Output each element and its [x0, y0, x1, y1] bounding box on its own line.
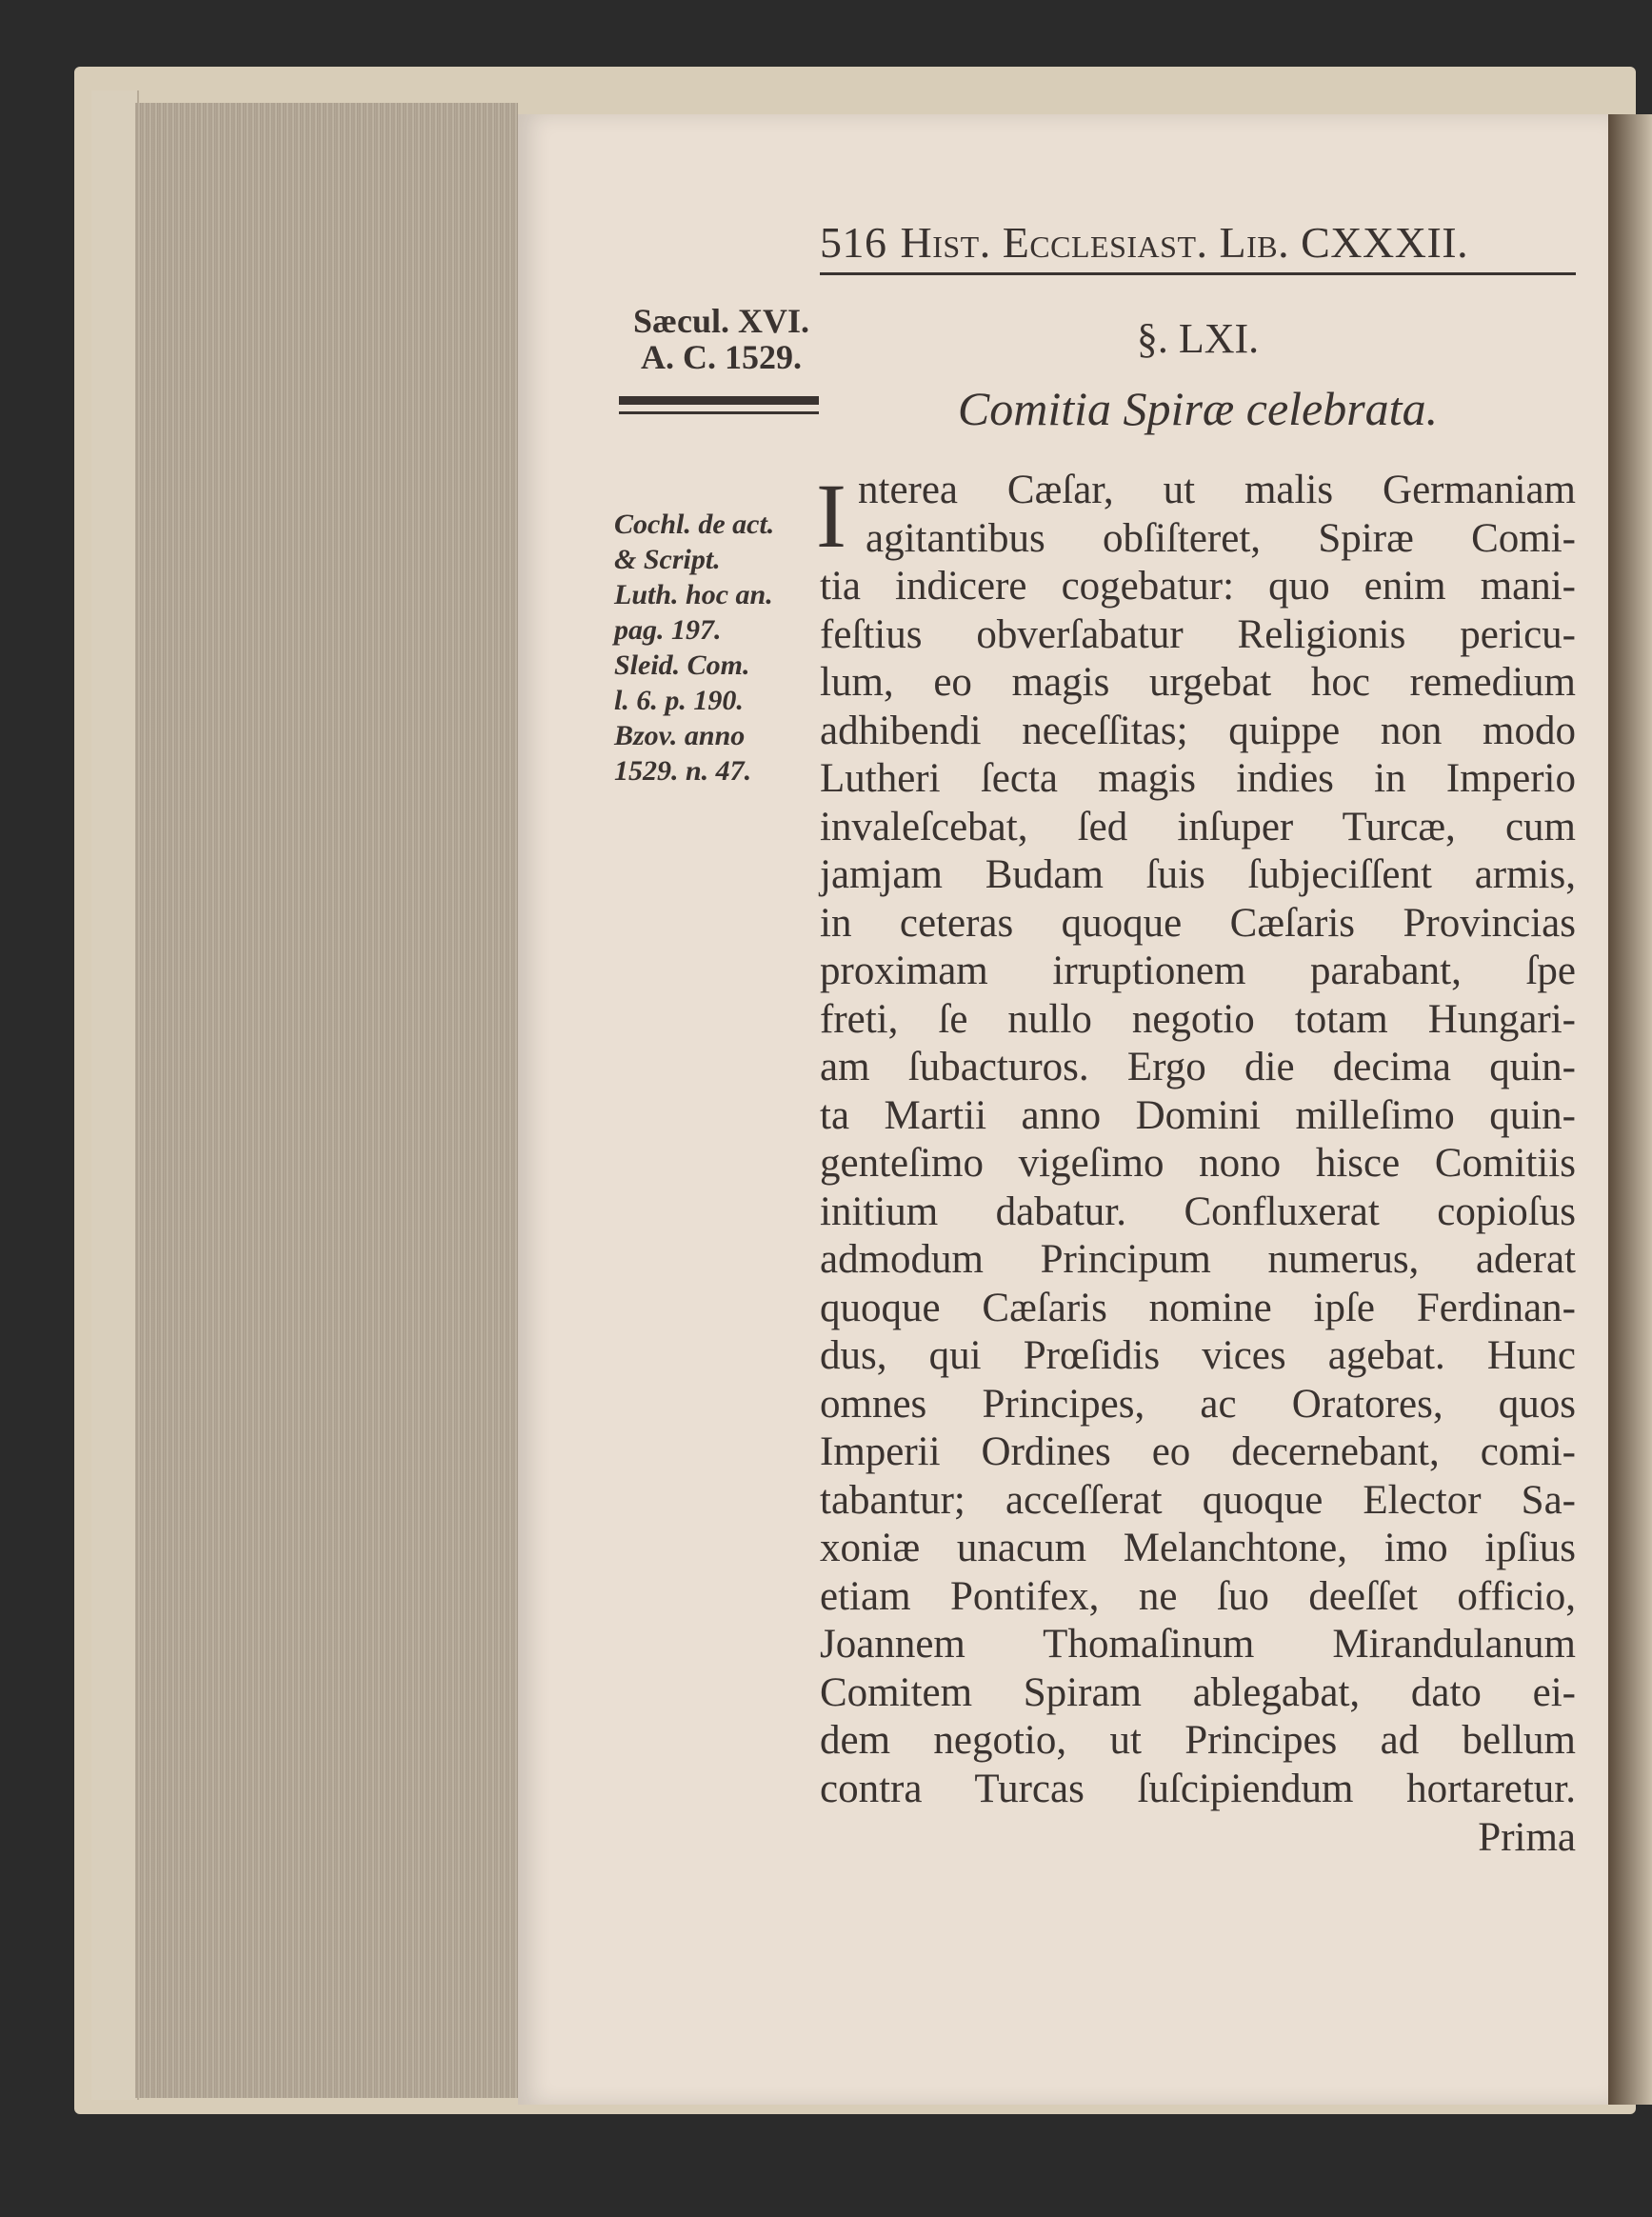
text-line: in ceteras quoque Cæſaris Provincias [820, 900, 1576, 946]
reference-line: Cochl. de act. [614, 509, 775, 540]
reference-line: & Script. [614, 544, 721, 575]
text-line: am ſubacturos. Ergo die decima quin- [820, 1045, 1576, 1089]
reference-line: Bzov. anno [614, 720, 746, 751]
reference-line: Sleid. Com. [614, 649, 750, 681]
margin-date [614, 303, 828, 375]
text-line: agitantibus obſiſteret, Spiræ Comi- [866, 515, 1576, 561]
running-header [820, 217, 1576, 268]
reference-line: l. 6. p. 190. [614, 685, 744, 716]
drop-cap: I [816, 465, 846, 567]
text-line: Joannem Thomaſinum Mirandulanum [820, 1622, 1576, 1667]
text-line: feſtius obverſabatur Religionis pericu- [820, 611, 1576, 657]
body-text [816, 465, 1576, 1813]
text-line: initium dabatur. Confluxerat copioſus [820, 1188, 1576, 1234]
text-line: ta Martii anno Domini milleſimo quin- [820, 1092, 1576, 1138]
header-rule [820, 272, 1576, 275]
text-line: jamjam Budam ſuis ſubjeciſſent armis, [820, 852, 1576, 897]
text-line: proximam irruptionem parabant, ſpe [820, 949, 1576, 993]
text-line: Imperii Ordines eo decernebant, comi- [820, 1429, 1576, 1474]
text-line: invaleſcebat, ſed inſuper Turcæ, cum [820, 804, 1576, 849]
text-line: quoque Cæſaris nomine ipſe Ferdinan- [820, 1285, 1576, 1330]
text-line: nterea Cæſar, ut malis Germaniam [858, 468, 1576, 512]
margin-rule-thin [619, 411, 819, 414]
text-line: xoniæ unacum Melanchtone, imo ipſius [820, 1526, 1576, 1570]
text-line: dus, qui Prœſidis vices agebat. Hunc [820, 1333, 1576, 1378]
text-line: genteſimo vigeſimo nono hisce Comitiis [820, 1141, 1576, 1186]
margin-references [614, 507, 828, 789]
reference-line: 1529. n. 47. [614, 755, 752, 787]
text-line: contra Turcas ſuſcipiendum hortaretur. [820, 1766, 1576, 1811]
text-line: Lutheri ſecta magis indies in Imperio [820, 756, 1576, 801]
facing-page-edge [1608, 114, 1652, 2105]
text-line: Comitem Spiram ablegabat, dato ei- [820, 1669, 1576, 1715]
catchword: Prima [1478, 1815, 1576, 1860]
book-spine-edge [91, 90, 139, 2100]
text-line: adhibendi neceſſitas; quippe non modo [820, 708, 1576, 753]
reference-line: pag. 197. [614, 614, 722, 646]
text-line: omnes Principes, ac Oratores, quos [820, 1381, 1576, 1427]
text-line: etiam Pontifex, ne ſuo deeſſet officio, [820, 1573, 1576, 1619]
section-title: Comitia Spiræ celebrata. [957, 382, 1439, 435]
text-line: dem negotio, ut Principes ad bellum [820, 1718, 1576, 1763]
text-line: admodum Principum numerus, aderat [820, 1237, 1576, 1282]
section-number: §. LXI. [1136, 315, 1260, 362]
page-stack-edge [135, 103, 518, 2098]
text-line: lum, eo magis urgebat hoc remedium [820, 660, 1576, 705]
text-line: tabantur; acceſſerat quoque Elector Sa- [820, 1477, 1576, 1523]
running-title: Hist. Ecclesiast. Lib. CXXXII. [900, 218, 1469, 267]
year-label: A. C. 1529. [641, 338, 802, 376]
text-line: freti, ſe nullo negotio totam Hungari- [820, 996, 1576, 1042]
century-label: Sæcul. XVI. [632, 302, 810, 340]
page-number: 516 [820, 218, 887, 267]
margin-rule-thick [619, 396, 819, 405]
reference-line: Luth. hoc an. [614, 579, 773, 610]
text-line: tia indicere cogebatur: quo enim mani- [820, 564, 1576, 609]
